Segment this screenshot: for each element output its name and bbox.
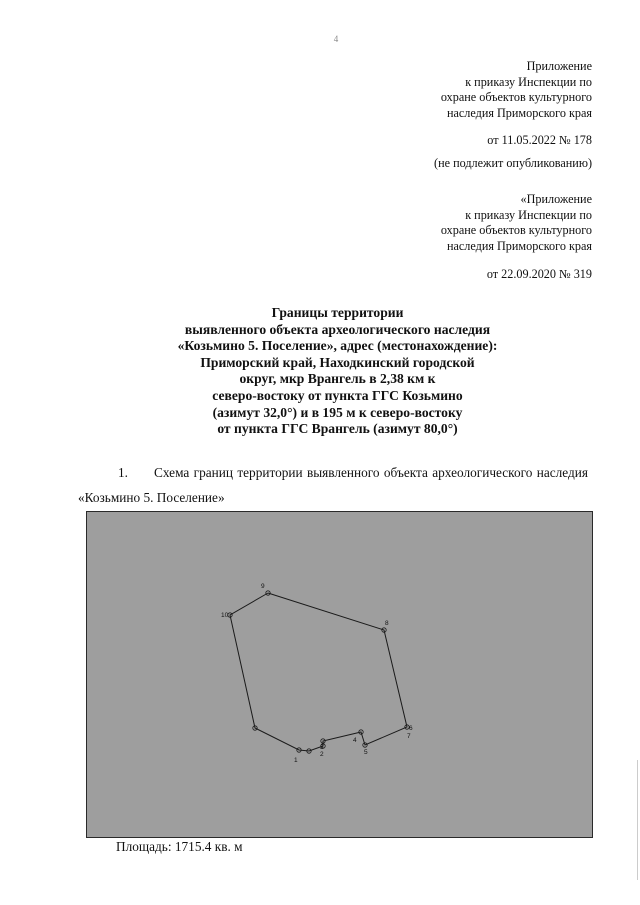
point-label: 4 <box>353 737 357 744</box>
boundary-scheme-map <box>86 511 593 838</box>
boundary-scheme-svg <box>87 512 592 837</box>
scan-edge-mark <box>637 760 638 880</box>
page-number: 4 <box>333 34 339 44</box>
title-line: округ, мкр Врангель в 2,38 км к <box>239 371 436 387</box>
appendix-line: наследия Приморского края <box>446 105 592 120</box>
appendix-header-previous <box>441 192 592 254</box>
appendix-line: к приказу Инспекции по <box>465 207 592 222</box>
point-label: 9 <box>261 583 265 590</box>
appendix-line: охране объектов культурного <box>440 90 592 104</box>
appendix-line: Приложение <box>526 59 592 73</box>
boundary-polygon <box>230 593 407 751</box>
title-line: Приморский край, Находкинский городской <box>200 354 475 370</box>
section-text: Схема границ территории выявленного объекта археологического наследия «Козьмино 5. Поселение» <box>78 465 588 505</box>
point-label: 2 <box>320 751 324 758</box>
point-label: 3 <box>320 744 324 751</box>
point-label: 7 <box>407 733 411 740</box>
publication-note: (не подлежит опубликованию) <box>434 156 592 170</box>
title-line: «Козьмино 5. Поселение», адрес (местонахождение): <box>177 338 498 354</box>
section-1-paragraph <box>78 460 588 510</box>
area-caption: Площадь: 1715.4 кв. м <box>116 839 243 854</box>
title-line: Границы территории <box>271 305 404 320</box>
appendix-header-current <box>441 59 592 121</box>
section-number: 1. <box>118 465 128 480</box>
title-line: выявленного объекта археологического наследия <box>184 321 491 337</box>
point-label: 8 <box>385 620 389 627</box>
point-label: 6 <box>409 725 413 732</box>
document-title <box>120 305 555 438</box>
appendix-line: к приказу Инспекции по <box>465 74 592 89</box>
order-date-current: от 11.05.2022 № 178 <box>487 133 592 147</box>
point-label: 5 <box>364 749 368 756</box>
point-label: 10 <box>221 612 229 619</box>
appendix-line: «Приложение <box>520 192 592 206</box>
appendix-line: охране объектов культурного <box>440 223 592 237</box>
appendix-line: наследия Приморского края <box>446 238 592 253</box>
title-line: от пункта ГГС Врангель (азимут 80,0°) <box>217 421 458 437</box>
point-label: 1 <box>294 757 298 764</box>
title-line: северо-востоку от пункта ГГС Козьмино <box>212 387 463 403</box>
title-line: (азимут 32,0°) и в 195 м к северо-востоку <box>212 404 463 420</box>
order-date-previous: от 22.09.2020 № 319 <box>486 267 592 281</box>
